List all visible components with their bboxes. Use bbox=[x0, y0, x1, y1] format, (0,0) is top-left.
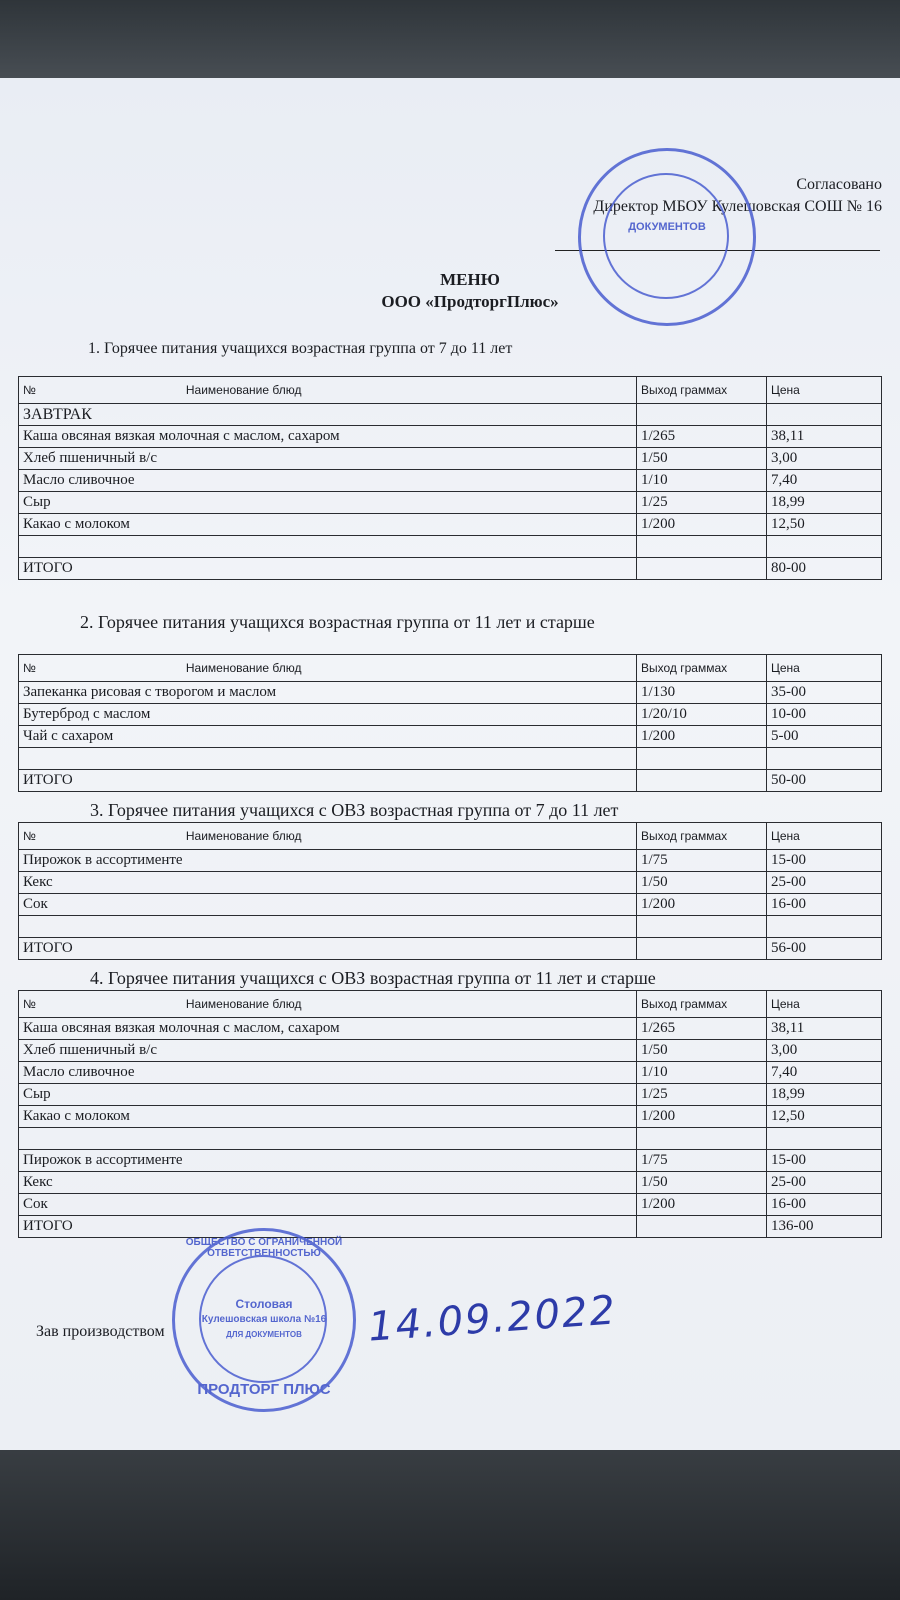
dish-name: Кекс bbox=[19, 872, 637, 894]
menu-table-2 bbox=[18, 654, 882, 792]
table-row bbox=[19, 704, 882, 726]
dish-price: 15-00 bbox=[767, 1150, 882, 1172]
dish-name: Какао с молоком bbox=[19, 514, 637, 536]
section-3-heading: 3. Горячее питания учащихся с ОВЗ возрастная группа от 7 до 11 лет bbox=[90, 800, 619, 820]
dish-name: Сок bbox=[19, 894, 637, 916]
dish-price: 12,50 bbox=[767, 1106, 882, 1128]
company-stamp-center bbox=[175, 1297, 353, 1342]
table-row bbox=[19, 1172, 882, 1194]
company-stamp-bottom-text: ПРОДТОРГ ПЛЮС bbox=[197, 1381, 331, 1398]
company-stamp-top-text: ОБЩЕСТВО С ОГРАНИЧЕННОЙ ОТВЕТСТВЕННОСТЬЮ bbox=[185, 1237, 343, 1259]
table-header bbox=[19, 991, 882, 1018]
dish-weight: 1/10 bbox=[637, 1062, 767, 1084]
table-row bbox=[19, 426, 882, 448]
table-header bbox=[19, 377, 882, 404]
dish-weight: 1/200 bbox=[637, 726, 767, 748]
table-row bbox=[19, 470, 882, 492]
table-header bbox=[19, 823, 882, 850]
header-price: Цена bbox=[767, 991, 882, 1018]
table-row bbox=[19, 894, 882, 916]
dish-price: 38,11 bbox=[767, 1018, 882, 1040]
school-stamp-inner-ring bbox=[603, 173, 729, 299]
dish-weight: 1/50 bbox=[637, 872, 767, 894]
dish-weight: 1/10 bbox=[637, 470, 767, 492]
dish-weight: 1/50 bbox=[637, 1172, 767, 1194]
school-stamp-text: ДОКУМЕНТОВ bbox=[628, 221, 706, 233]
company-stamp-line2: Кулешовская школа №16 bbox=[201, 1314, 327, 1325]
header-name: № Наименование блюд bbox=[19, 991, 637, 1018]
header-weight: Выход граммах bbox=[637, 823, 767, 850]
dish-name: Хлеб пшеничный в/с bbox=[19, 448, 637, 470]
table-row bbox=[19, 682, 882, 704]
menu-table-4 bbox=[18, 990, 882, 1238]
empty-row bbox=[19, 748, 882, 770]
dish-weight: 1/200 bbox=[637, 1106, 767, 1128]
menu-table-3 bbox=[18, 822, 882, 960]
dish-name: Каша овсяная вязкая молочная с маслом, сахаром bbox=[19, 1018, 637, 1040]
header-price: Цена bbox=[767, 655, 882, 682]
total-row bbox=[19, 1216, 882, 1238]
dish-name: Каша овсяная вязкая молочная с маслом, сахаром bbox=[19, 426, 637, 448]
dish-weight: 1/200 bbox=[637, 514, 767, 536]
dish-name: Масло сливочное bbox=[19, 1062, 637, 1084]
dish-price: 10-00 bbox=[767, 704, 882, 726]
dish-name: Бутерброд с маслом bbox=[19, 704, 637, 726]
table-row bbox=[19, 872, 882, 894]
dish-price: 18,99 bbox=[767, 1084, 882, 1106]
dish-price: 16-00 bbox=[767, 1194, 882, 1216]
dish-name: Чай с сахаром bbox=[19, 726, 637, 748]
table-row bbox=[19, 850, 882, 872]
dish-price: 15-00 bbox=[767, 850, 882, 872]
total-value: 136-00 bbox=[767, 1216, 882, 1238]
dish-price: 25-00 bbox=[767, 1172, 882, 1194]
dish-price: 3,00 bbox=[767, 1040, 882, 1062]
dish-name: Сыр bbox=[19, 492, 637, 514]
total-value: 80-00 bbox=[767, 558, 882, 580]
table-row bbox=[19, 492, 882, 514]
dish-name: Масло сливочное bbox=[19, 470, 637, 492]
dish-name: Пирожок в ассортименте bbox=[19, 850, 637, 872]
dish-weight: 1/50 bbox=[637, 448, 767, 470]
dish-price: 7,40 bbox=[767, 470, 882, 492]
header-weight: Выход граммах bbox=[637, 377, 767, 404]
company-stamp-line3: ДЛЯ ДОКУМЕНТОВ bbox=[226, 1330, 302, 1339]
approval-agreed: Согласовано bbox=[796, 176, 882, 193]
table-row bbox=[19, 1106, 882, 1128]
dish-weight: 1/75 bbox=[637, 850, 767, 872]
empty-row bbox=[19, 536, 882, 558]
dish-price: 25-00 bbox=[767, 872, 882, 894]
school-stamp bbox=[578, 148, 756, 326]
dish-weight: 1/130 bbox=[637, 682, 767, 704]
table-row bbox=[19, 1018, 882, 1040]
dish-weight: 1/50 bbox=[637, 1040, 767, 1062]
company-stamp-line1: Столовая bbox=[235, 1297, 293, 1311]
header-name: № Наименование блюд bbox=[19, 655, 637, 682]
dish-weight: 1/265 bbox=[637, 1018, 767, 1040]
dish-price: 18,99 bbox=[767, 492, 882, 514]
document-title: МЕНЮ bbox=[440, 270, 500, 289]
dish-weight: 1/25 bbox=[637, 1084, 767, 1106]
dish-price: 3,00 bbox=[767, 448, 882, 470]
total-label: ИТОГО bbox=[19, 558, 637, 580]
header-price: Цена bbox=[767, 823, 882, 850]
dish-name: Сок bbox=[19, 1194, 637, 1216]
table-row bbox=[19, 514, 882, 536]
table-row bbox=[19, 1194, 882, 1216]
dish-weight: 1/20/10 bbox=[637, 704, 767, 726]
approval-director: Директор МБОУ Кулешовская СОШ № 16 bbox=[593, 198, 882, 215]
signature-label: Зав производством bbox=[36, 1323, 165, 1340]
header-price: Цена bbox=[767, 377, 882, 404]
empty-row bbox=[19, 916, 882, 938]
dish-name: Запеканка рисовая с творогом и маслом bbox=[19, 682, 637, 704]
document-company: ООО «ПродторгПлюс» bbox=[381, 292, 559, 311]
empty-row bbox=[19, 1128, 882, 1150]
table-row bbox=[19, 448, 882, 470]
table-row bbox=[19, 1150, 882, 1172]
header-name: № Наименование блюд bbox=[19, 823, 637, 850]
section-2-heading: 2. Горячее питания учащихся возрастная группа от 11 лет и старше bbox=[80, 612, 595, 632]
table-row bbox=[19, 1062, 882, 1084]
header-weight: Выход граммах bbox=[637, 655, 767, 682]
table-header bbox=[19, 655, 882, 682]
dish-price: 12,50 bbox=[767, 514, 882, 536]
background-bottom bbox=[0, 1440, 900, 1600]
header-name: № Наименование блюд bbox=[19, 377, 637, 404]
dish-price: 35-00 bbox=[767, 682, 882, 704]
total-row bbox=[19, 938, 882, 960]
dish-weight: 1/200 bbox=[637, 1194, 767, 1216]
dish-name: Сыр bbox=[19, 1084, 637, 1106]
dish-price: 16-00 bbox=[767, 894, 882, 916]
dish-name: Кекс bbox=[19, 1172, 637, 1194]
background-top bbox=[0, 0, 900, 90]
dish-weight: 1/75 bbox=[637, 1150, 767, 1172]
table-row bbox=[19, 726, 882, 748]
dish-price: 7,40 bbox=[767, 1062, 882, 1084]
section-1-heading: 1. Горячее питания учащихся возрастная группа от 7 до 11 лет bbox=[88, 340, 513, 357]
dish-name: Пирожок в ассортименте bbox=[19, 1150, 637, 1172]
document-sheet bbox=[0, 78, 900, 1450]
table-row bbox=[19, 1084, 882, 1106]
dish-name: Какао с молоком bbox=[19, 1106, 637, 1128]
meal-label: ЗАВТРАК bbox=[19, 404, 637, 426]
dish-weight: 1/265 bbox=[637, 426, 767, 448]
menu-table-1 bbox=[18, 376, 882, 580]
handwritten-date: 14.09.2022 bbox=[366, 1287, 619, 1351]
dish-weight: 1/25 bbox=[637, 492, 767, 514]
total-label: ИТОГО bbox=[19, 938, 637, 960]
dish-weight: 1/200 bbox=[637, 894, 767, 916]
total-row bbox=[19, 558, 882, 580]
dish-price: 38,11 bbox=[767, 426, 882, 448]
dish-name: Хлеб пшеничный в/с bbox=[19, 1040, 637, 1062]
total-label: ИТОГО bbox=[19, 770, 637, 792]
company-stamp bbox=[172, 1228, 356, 1412]
dish-price: 5-00 bbox=[767, 726, 882, 748]
total-value: 50-00 bbox=[767, 770, 882, 792]
total-label: ИТОГО bbox=[19, 1216, 637, 1238]
header-weight: Выход граммах bbox=[637, 991, 767, 1018]
total-row bbox=[19, 770, 882, 792]
table-row bbox=[19, 1040, 882, 1062]
section-4-heading: 4. Горячее питания учащихся с ОВЗ возрастная группа от 11 лет и старше bbox=[90, 968, 656, 988]
total-value: 56-00 bbox=[767, 938, 882, 960]
meal-row bbox=[19, 404, 882, 426]
